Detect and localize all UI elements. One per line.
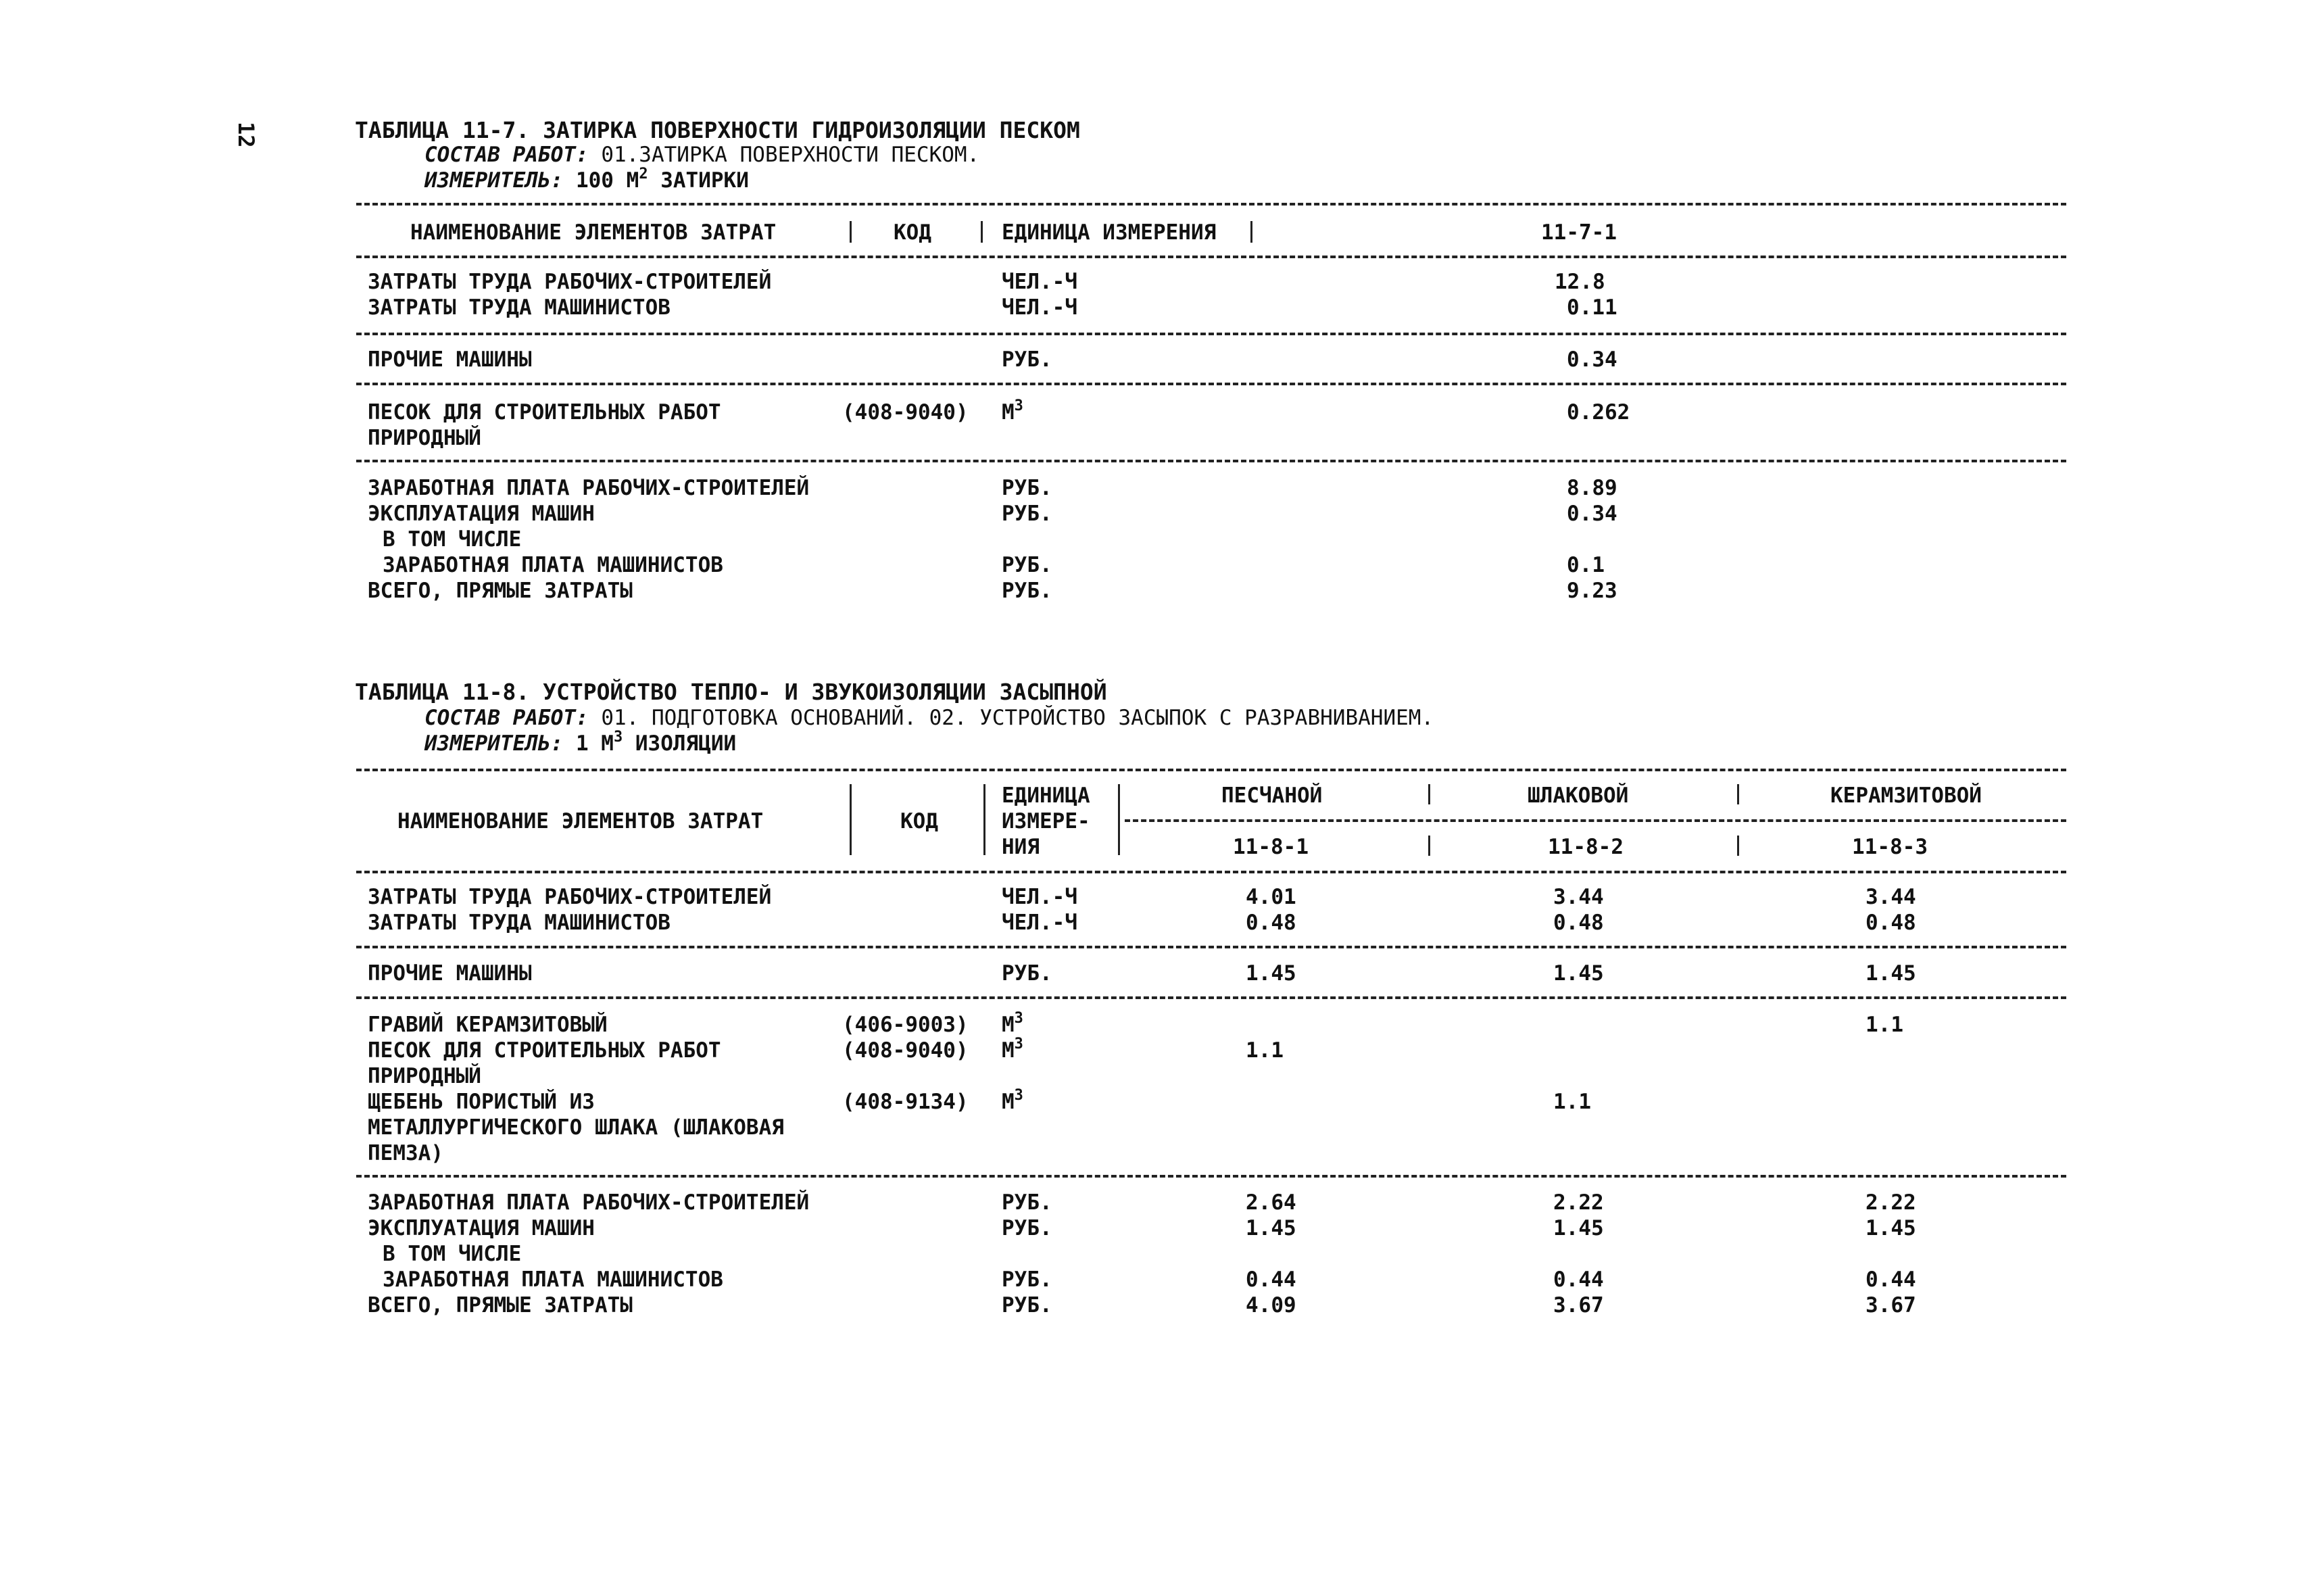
table2-measure-post: ИЗОЛЯЦИИ xyxy=(623,731,737,756)
table-row-unit xyxy=(1002,397,1023,425)
table2-title: ТАБЛИЦА 11-8. УСТРОЙСТВО ТЕПЛО- И ЗВУКОИЗОЛЯЦИИ ЗАСЫПНОЙ xyxy=(355,679,1107,705)
table-row-name: ПЕСОК ДЛЯ СТРОИТЕЛЬНЫХ РАБОТ xyxy=(368,1038,721,1063)
table-row-unit: ЧЕЛ.-Ч xyxy=(1002,270,1077,294)
table-row-value: 0.11 xyxy=(1567,295,1617,320)
table2-header-sep xyxy=(1428,784,1430,804)
unit-text: М xyxy=(1002,1038,1015,1063)
table-row-v1: 4.01 xyxy=(1246,885,1296,909)
table-row-value: 0.262 xyxy=(1567,400,1630,425)
table-row-value: 0.1 xyxy=(1567,553,1605,577)
table-row-unit: РУБ. xyxy=(1002,1293,1052,1317)
table-row-unit: РУБ. xyxy=(1002,1267,1052,1292)
table2-header-code: КОД xyxy=(900,809,938,833)
table-row-name: ЗАРАБОТНАЯ ПЛАТА МАШИНИСТОВ xyxy=(383,553,723,577)
table-row-code: (408-9040) xyxy=(842,1038,969,1063)
table-row-name: ЗАТРАТЫ ТРУДА МАШИНИСТОВ xyxy=(368,295,671,320)
table-row-name: ЗАРАБОТНАЯ ПЛАТА РАБОЧИХ-СТРОИТЕЛЕЙ xyxy=(368,476,810,500)
table-row-v3: 0.48 xyxy=(1866,911,1916,935)
table-row-v1: 1.45 xyxy=(1246,1216,1296,1240)
table2-header-sep xyxy=(1737,836,1739,856)
table1-header-sep xyxy=(981,221,983,243)
table-row-value: 0.34 xyxy=(1567,347,1617,372)
table-row-v3: 0.44 xyxy=(1866,1267,1916,1292)
table1-header-name: НАИМЕНОВАНИЕ ЭЛЕМЕНТОВ ЗАТРАТ xyxy=(410,220,777,245)
table-row-unit: ЧЕЛ.-Ч xyxy=(1002,885,1077,909)
table-row-v1: 1.1 xyxy=(1246,1038,1284,1063)
table2-rule-top xyxy=(356,769,2066,771)
table-row-name: В ТОМ ЧИСЛЕ xyxy=(383,527,522,552)
table-row-v2: 1.45 xyxy=(1553,1216,1604,1240)
table-row-name-cont: ПЕМЗА) xyxy=(368,1141,443,1165)
table-row-name: ВСЕГО, ПРЯМЫЕ ЗАТРАТЫ xyxy=(368,1293,633,1317)
table-row-v3: 1.1 xyxy=(1866,1013,1903,1037)
table2-header-name: НАИМЕНОВАНИЕ ЭЛЕМЕНТОВ ЗАТРАТ xyxy=(397,809,764,833)
table1-composition-label: СОСТАВ РАБОТ: xyxy=(424,143,589,167)
table2-header-n2: 11-8-2 xyxy=(1548,835,1624,859)
table-row-v2: 0.44 xyxy=(1553,1267,1604,1292)
table2-measure-sup: 3 xyxy=(613,728,623,746)
table-row-unit: РУБ. xyxy=(1002,1216,1052,1240)
table-row-unit: РУБ. xyxy=(1002,961,1052,986)
table-row-unit xyxy=(1002,1086,1023,1115)
table-row-v2: 2.22 xyxy=(1553,1190,1604,1215)
table-row-v2: 3.67 xyxy=(1553,1293,1604,1317)
table2-measure xyxy=(424,728,737,756)
table1-composition-text: 01.ЗАТИРКА ПОВЕРХНОСТИ ПЕСКОМ. xyxy=(601,143,980,167)
table1-header-sep xyxy=(1250,221,1252,243)
table-row-name: ГРАВИЙ КЕРАМЗИТОВЫЙ xyxy=(368,1013,608,1037)
table-row-v2: 3.44 xyxy=(1553,885,1604,909)
table1-measure-pre: 100 М xyxy=(575,168,639,193)
table-row-unit: РУБ. xyxy=(1002,476,1052,500)
table-row-v3: 1.45 xyxy=(1866,1216,1916,1240)
table-row-unit xyxy=(1002,1035,1023,1063)
unit-text: М xyxy=(1002,400,1015,425)
table-row-unit: РУБ. xyxy=(1002,347,1052,372)
table-row-unit: ЧЕЛ.-Ч xyxy=(1002,911,1077,935)
table1-header-unit: ЕДИНИЦА ИЗМЕРЕНИЯ xyxy=(1002,220,1217,245)
table2-header-c3: КЕРАМЗИТОВОЙ xyxy=(1830,783,1982,808)
unit-sup: 3 xyxy=(1014,1009,1023,1027)
unit-sup: 3 xyxy=(1014,1086,1023,1104)
table-row-value: 9.23 xyxy=(1567,579,1617,603)
table1-title: ТАБЛИЦА 11-7. ЗАТИРКА ПОВЕРХНОСТИ ГИДРОИЗОЛЯЦИИ ПЕСКОМ xyxy=(355,117,1080,143)
table2-header-unit1: ЕДИНИЦА xyxy=(1002,783,1090,808)
table2-rule xyxy=(356,871,2066,873)
table2-rule xyxy=(356,1175,2066,1178)
table-row-v3: 3.44 xyxy=(1866,885,1916,909)
table2-measure-label: ИЗМЕРИТЕЛЬ: xyxy=(424,731,564,756)
table-row-name: ЩЕБЕНЬ ПОРИСТЫЙ ИЗ xyxy=(368,1090,595,1114)
table-row-unit: РУБ. xyxy=(1002,1190,1052,1215)
table1-measure xyxy=(424,165,749,193)
table-row-unit: РУБ. xyxy=(1002,502,1052,526)
table2-composition xyxy=(424,705,1434,731)
table-row-name: ЭКСПЛУАТАЦИЯ МАШИН xyxy=(368,502,595,526)
table1-composition xyxy=(424,142,979,168)
table1-rule xyxy=(356,256,2066,258)
table-row-v2: 1.1 xyxy=(1553,1090,1591,1114)
table-row-unit: РУБ. xyxy=(1002,579,1052,603)
table2-header-n3: 11-8-3 xyxy=(1852,835,1928,859)
table-row-v1: 4.09 xyxy=(1246,1293,1296,1317)
table-row-unit xyxy=(1002,1009,1023,1038)
unit-sup: 3 xyxy=(1014,1035,1023,1053)
table2-composition-text: 01. ПОДГОТОВКА ОСНОВАНИЙ. 02. УСТРОЙСТВО ЗАСЫПОК С РАЗРАВНИВАНИЕМ. xyxy=(601,706,1434,730)
table1-rule xyxy=(356,383,2066,385)
unit-text: М xyxy=(1002,1013,1015,1037)
table1-header-sep xyxy=(850,221,852,243)
table-row-v1: 2.64 xyxy=(1246,1190,1296,1215)
table-row-name: В ТОМ ЧИСЛЕ xyxy=(383,1242,522,1266)
table-row-code: (406-9003) xyxy=(842,1013,969,1037)
table-row-name: ЗАТРАТЫ ТРУДА РАБОЧИХ-СТРОИТЕЛЕЙ xyxy=(368,885,772,909)
unit-sup: 3 xyxy=(1014,397,1023,414)
table2-composition-label: СОСТАВ РАБОТ: xyxy=(424,706,589,730)
table-row-name: ЗАТРАТЫ ТРУДА РАБОЧИХ-СТРОИТЕЛЕЙ xyxy=(368,270,772,294)
table-row-name: ПЕСОК ДЛЯ СТРОИТЕЛЬНЫХ РАБОТ xyxy=(368,400,721,425)
table-row-v1: 0.48 xyxy=(1246,911,1296,935)
table-row-name-cont: ПРИРОДНЫЙ xyxy=(368,1064,481,1088)
table1-measure-sup: 2 xyxy=(639,165,648,183)
table2-header-unit2: ИЗМЕРЕ- xyxy=(1002,809,1090,833)
table-row-unit: РУБ. xyxy=(1002,553,1052,577)
table2-header-sep xyxy=(1737,784,1739,804)
table2-header-c2: ШЛАКОВОЙ xyxy=(1528,783,1629,808)
table-row-name: ПРОЧИЕ МАШИНЫ xyxy=(368,961,532,986)
table-row-code: (408-9040) xyxy=(842,400,969,425)
table2-header-n1: 11-8-1 xyxy=(1233,835,1309,859)
table-row-v3: 2.22 xyxy=(1866,1190,1916,1215)
table-row-v1: 0.44 xyxy=(1246,1267,1296,1292)
table2-rule xyxy=(356,946,2066,948)
table-row-code: (408-9134) xyxy=(842,1090,969,1114)
table1-rule xyxy=(356,333,2066,335)
table2-header-unit3: НИЯ xyxy=(1002,835,1040,859)
table2-header-sep xyxy=(983,784,985,855)
table2-header-sep xyxy=(1428,836,1430,856)
table2-header-sep xyxy=(1118,784,1120,855)
table-row-name: ЗАРАБОТНАЯ ПЛАТА РАБОЧИХ-СТРОИТЕЛЕЙ xyxy=(368,1190,810,1215)
table1-header-col: 11-7-1 xyxy=(1541,220,1617,245)
table-row-v3: 1.45 xyxy=(1866,961,1916,986)
table-row-name: ВСЕГО, ПРЯМЫЕ ЗАТРАТЫ xyxy=(368,579,633,603)
table1-rule-top xyxy=(356,203,2066,205)
table2-rule xyxy=(356,996,2066,999)
page-number: 12 xyxy=(233,122,259,148)
table1-measure-label: ИЗМЕРИТЕЛЬ: xyxy=(424,168,564,193)
table1-rule xyxy=(356,460,2066,462)
table1-measure-post: ЗАТИРКИ xyxy=(648,168,749,193)
table-row-name: ПРОЧИЕ МАШИНЫ xyxy=(368,347,532,372)
table-row-v1: 1.45 xyxy=(1246,961,1296,986)
unit-text: М xyxy=(1002,1090,1015,1114)
table-row-v3: 3.67 xyxy=(1866,1293,1916,1317)
table2-measure-pre: 1 М xyxy=(575,731,614,756)
table2-header-sep xyxy=(850,784,852,855)
table-row-name: ЭКСПЛУАТАЦИЯ МАШИН xyxy=(368,1216,595,1240)
table-row-name: ЗАРАБОТНАЯ ПЛАТА МАШИНИСТОВ xyxy=(383,1267,723,1292)
table-row-value: 12.8 xyxy=(1555,270,1605,294)
table1-header-code: КОД xyxy=(894,220,931,245)
table-row-value: 8.89 xyxy=(1567,476,1617,500)
table-row-unit: ЧЕЛ.-Ч xyxy=(1002,295,1077,320)
table-row-name: ЗАТРАТЫ ТРУДА МАШИНИСТОВ xyxy=(368,911,671,935)
table-row-name-cont: МЕТАЛЛУРГИЧЕСКОГО ШЛАКА (ШЛАКОВАЯ xyxy=(368,1115,784,1140)
table-row-v2: 1.45 xyxy=(1553,961,1604,986)
table-row-name-cont: ПРИРОДНЫЙ xyxy=(368,426,481,450)
table-row-v2: 0.48 xyxy=(1553,911,1604,935)
table2-header-subrule xyxy=(1125,819,2066,822)
table-row-value: 0.34 xyxy=(1567,502,1617,526)
table2-header-c1: ПЕСЧАНОЙ xyxy=(1221,783,1323,808)
